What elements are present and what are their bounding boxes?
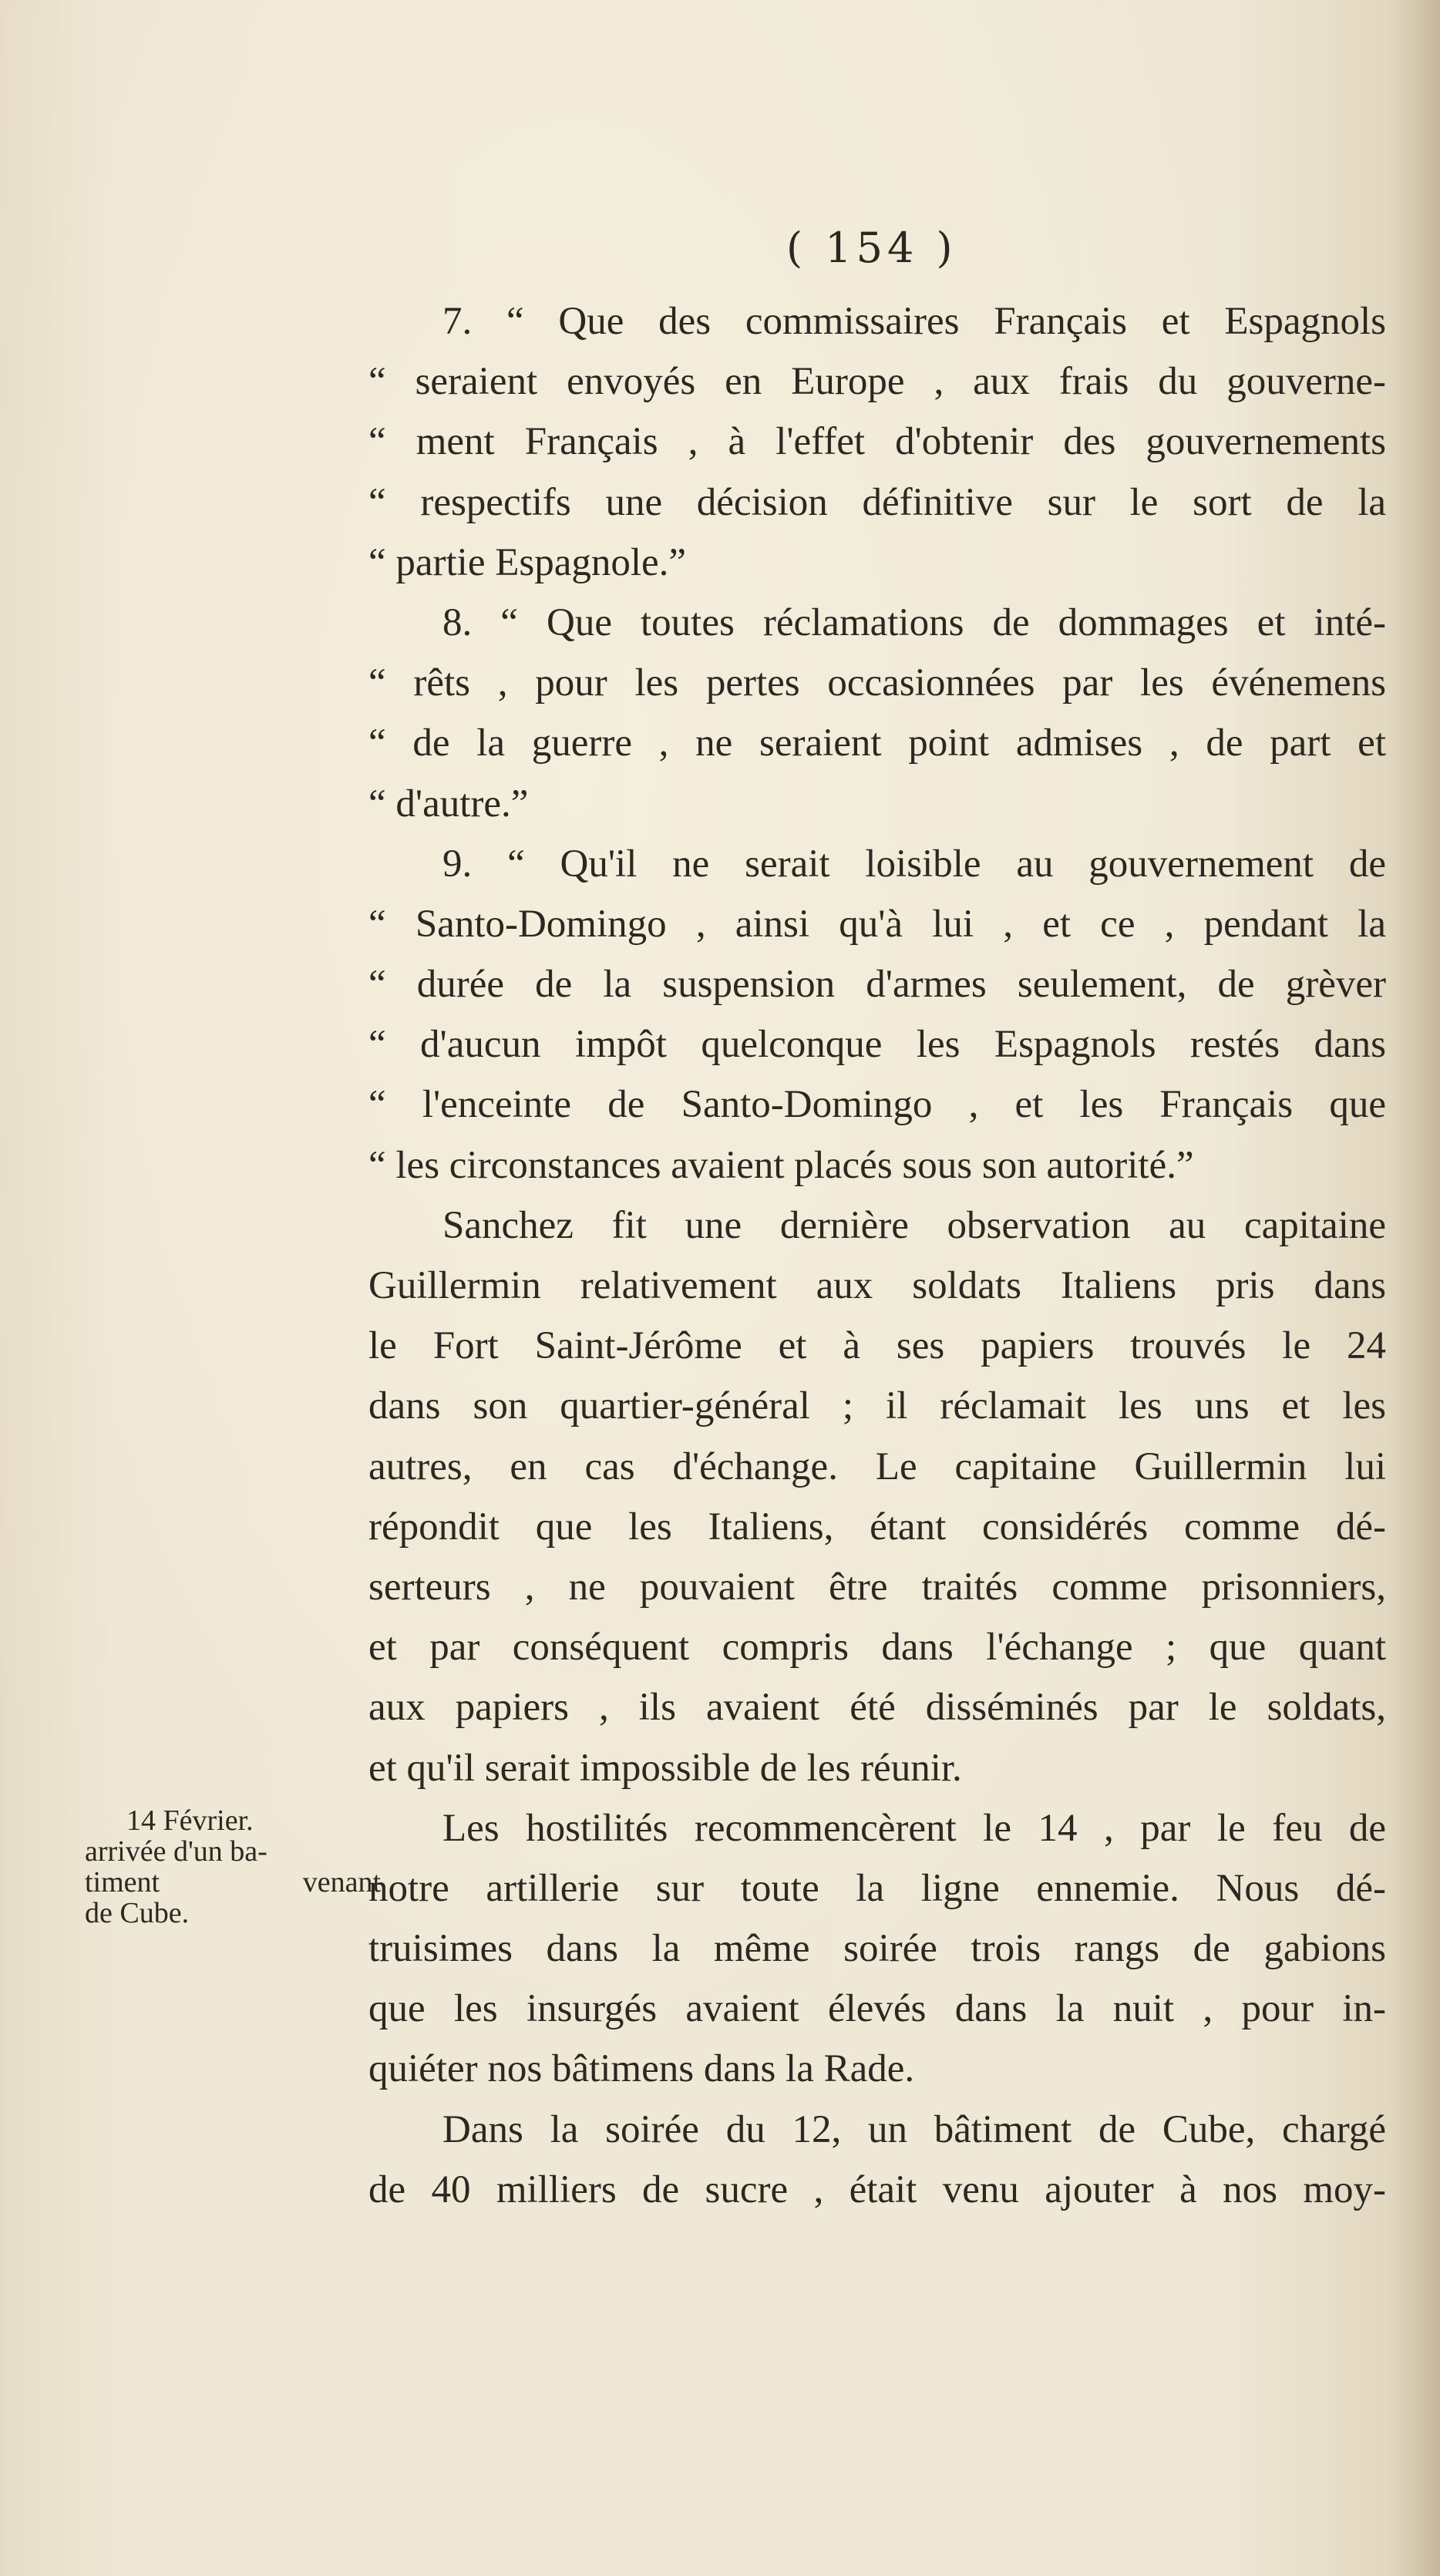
text-line: et par conséquent compris dans l'échange ; que quant — [368, 1626, 1386, 1670]
text-line: et qu'il serait impossible de les réunir. — [368, 1746, 962, 1790]
text-line: “ seraient envoyés en Europe , aux frais du gouverne- — [368, 360, 1386, 404]
page-edge-shadow — [1394, 0, 1440, 2576]
page-number: ( 154 ) — [786, 224, 957, 272]
text-line: 9. “ Qu'il ne serait loisible au gouvernement de — [442, 842, 1386, 886]
text-line: dans son quartier-général ; il réclamait les uns et les — [368, 1384, 1386, 1428]
text-line: autres, en cas d'échange. Le capitaine Guillermin lui — [368, 1444, 1386, 1488]
text-line: “ rêts , pour les pertes occasionnées par les événemens — [368, 661, 1386, 705]
text-line: truisimes dans la même soirée trois rangs de gabions — [368, 1927, 1386, 1971]
text-line: “ l'enceinte de Santo-Domingo , et les Français que — [368, 1083, 1386, 1127]
text-line: Sanchez fit une dernière observation au capitaine — [442, 1203, 1386, 1247]
margin-note — [85, 1805, 393, 1929]
text-line: “ ment Français , à l'effet d'obtenir des gouvernements — [368, 420, 1386, 464]
text-line: Les hostilités recommencèrent le 14 , par le feu de — [442, 1806, 1386, 1850]
text-line: “ respectifs une décision définitive sur le sort de la — [368, 480, 1386, 524]
text-line: “ de la guerre , ne seraient point admises , de part et — [368, 721, 1386, 765]
text-line: le Fort Saint-Jérôme et à ses papiers trouvés le 24 — [368, 1324, 1386, 1368]
text-line: Dans la soirée du 12, un bâtiment de Cube, chargé — [442, 2107, 1386, 2151]
text-line: de 40 milliers de sucre , était venu ajouter à nos moy- — [368, 2167, 1386, 2211]
body-text — [368, 291, 1386, 2220]
text-line: quiéter nos bâtimens dans la Rade. — [368, 2047, 915, 2091]
text-line: 7. “ Que des commissaires Français et Espagnols — [442, 300, 1386, 343]
text-line: “ Santo-Domingo , ainsi qu'à lui , et ce , pendant la — [368, 902, 1386, 946]
text-line: 8. “ Que toutes réclamations de dommages et inté- — [442, 600, 1386, 644]
text-line: que les insurgés avaient élevés dans la nuit , pour in- — [368, 1987, 1386, 2031]
text-line: “ durée de la suspension d'armes seulement, de grèver — [368, 963, 1386, 1007]
text-line: notre artillerie sur toute la ligne ennemie. Nous dé- — [368, 1866, 1386, 1910]
margin-note-line: arrivée d'un ba- — [85, 1835, 267, 1868]
text-line: Guillermin relativement aux soldats Italiens pris dans — [368, 1264, 1386, 1307]
text-line: “ partie Espagnole.” — [368, 540, 687, 584]
text-line: aux papiers , ils avaient été disséminés par le soldats, — [368, 1686, 1386, 1730]
text-line: “ les circonstances avaient placés sous son autorité.” — [368, 1143, 1194, 1187]
margin-note-line: 14 Février. — [126, 1804, 254, 1837]
text-line: serteurs , ne pouvaient être traités comme prisonniers, — [368, 1565, 1386, 1609]
text-line: “ d'autre.” — [368, 782, 529, 826]
margin-note-line: de Cube. — [85, 1897, 190, 1929]
margin-note-line: timent venant — [85, 1866, 381, 1898]
text-line: répondit que les Italiens, étant considérés comme dé- — [368, 1505, 1386, 1549]
text-line: “ d'aucun impôt quelconque les Espagnols restés dans — [368, 1023, 1386, 1067]
